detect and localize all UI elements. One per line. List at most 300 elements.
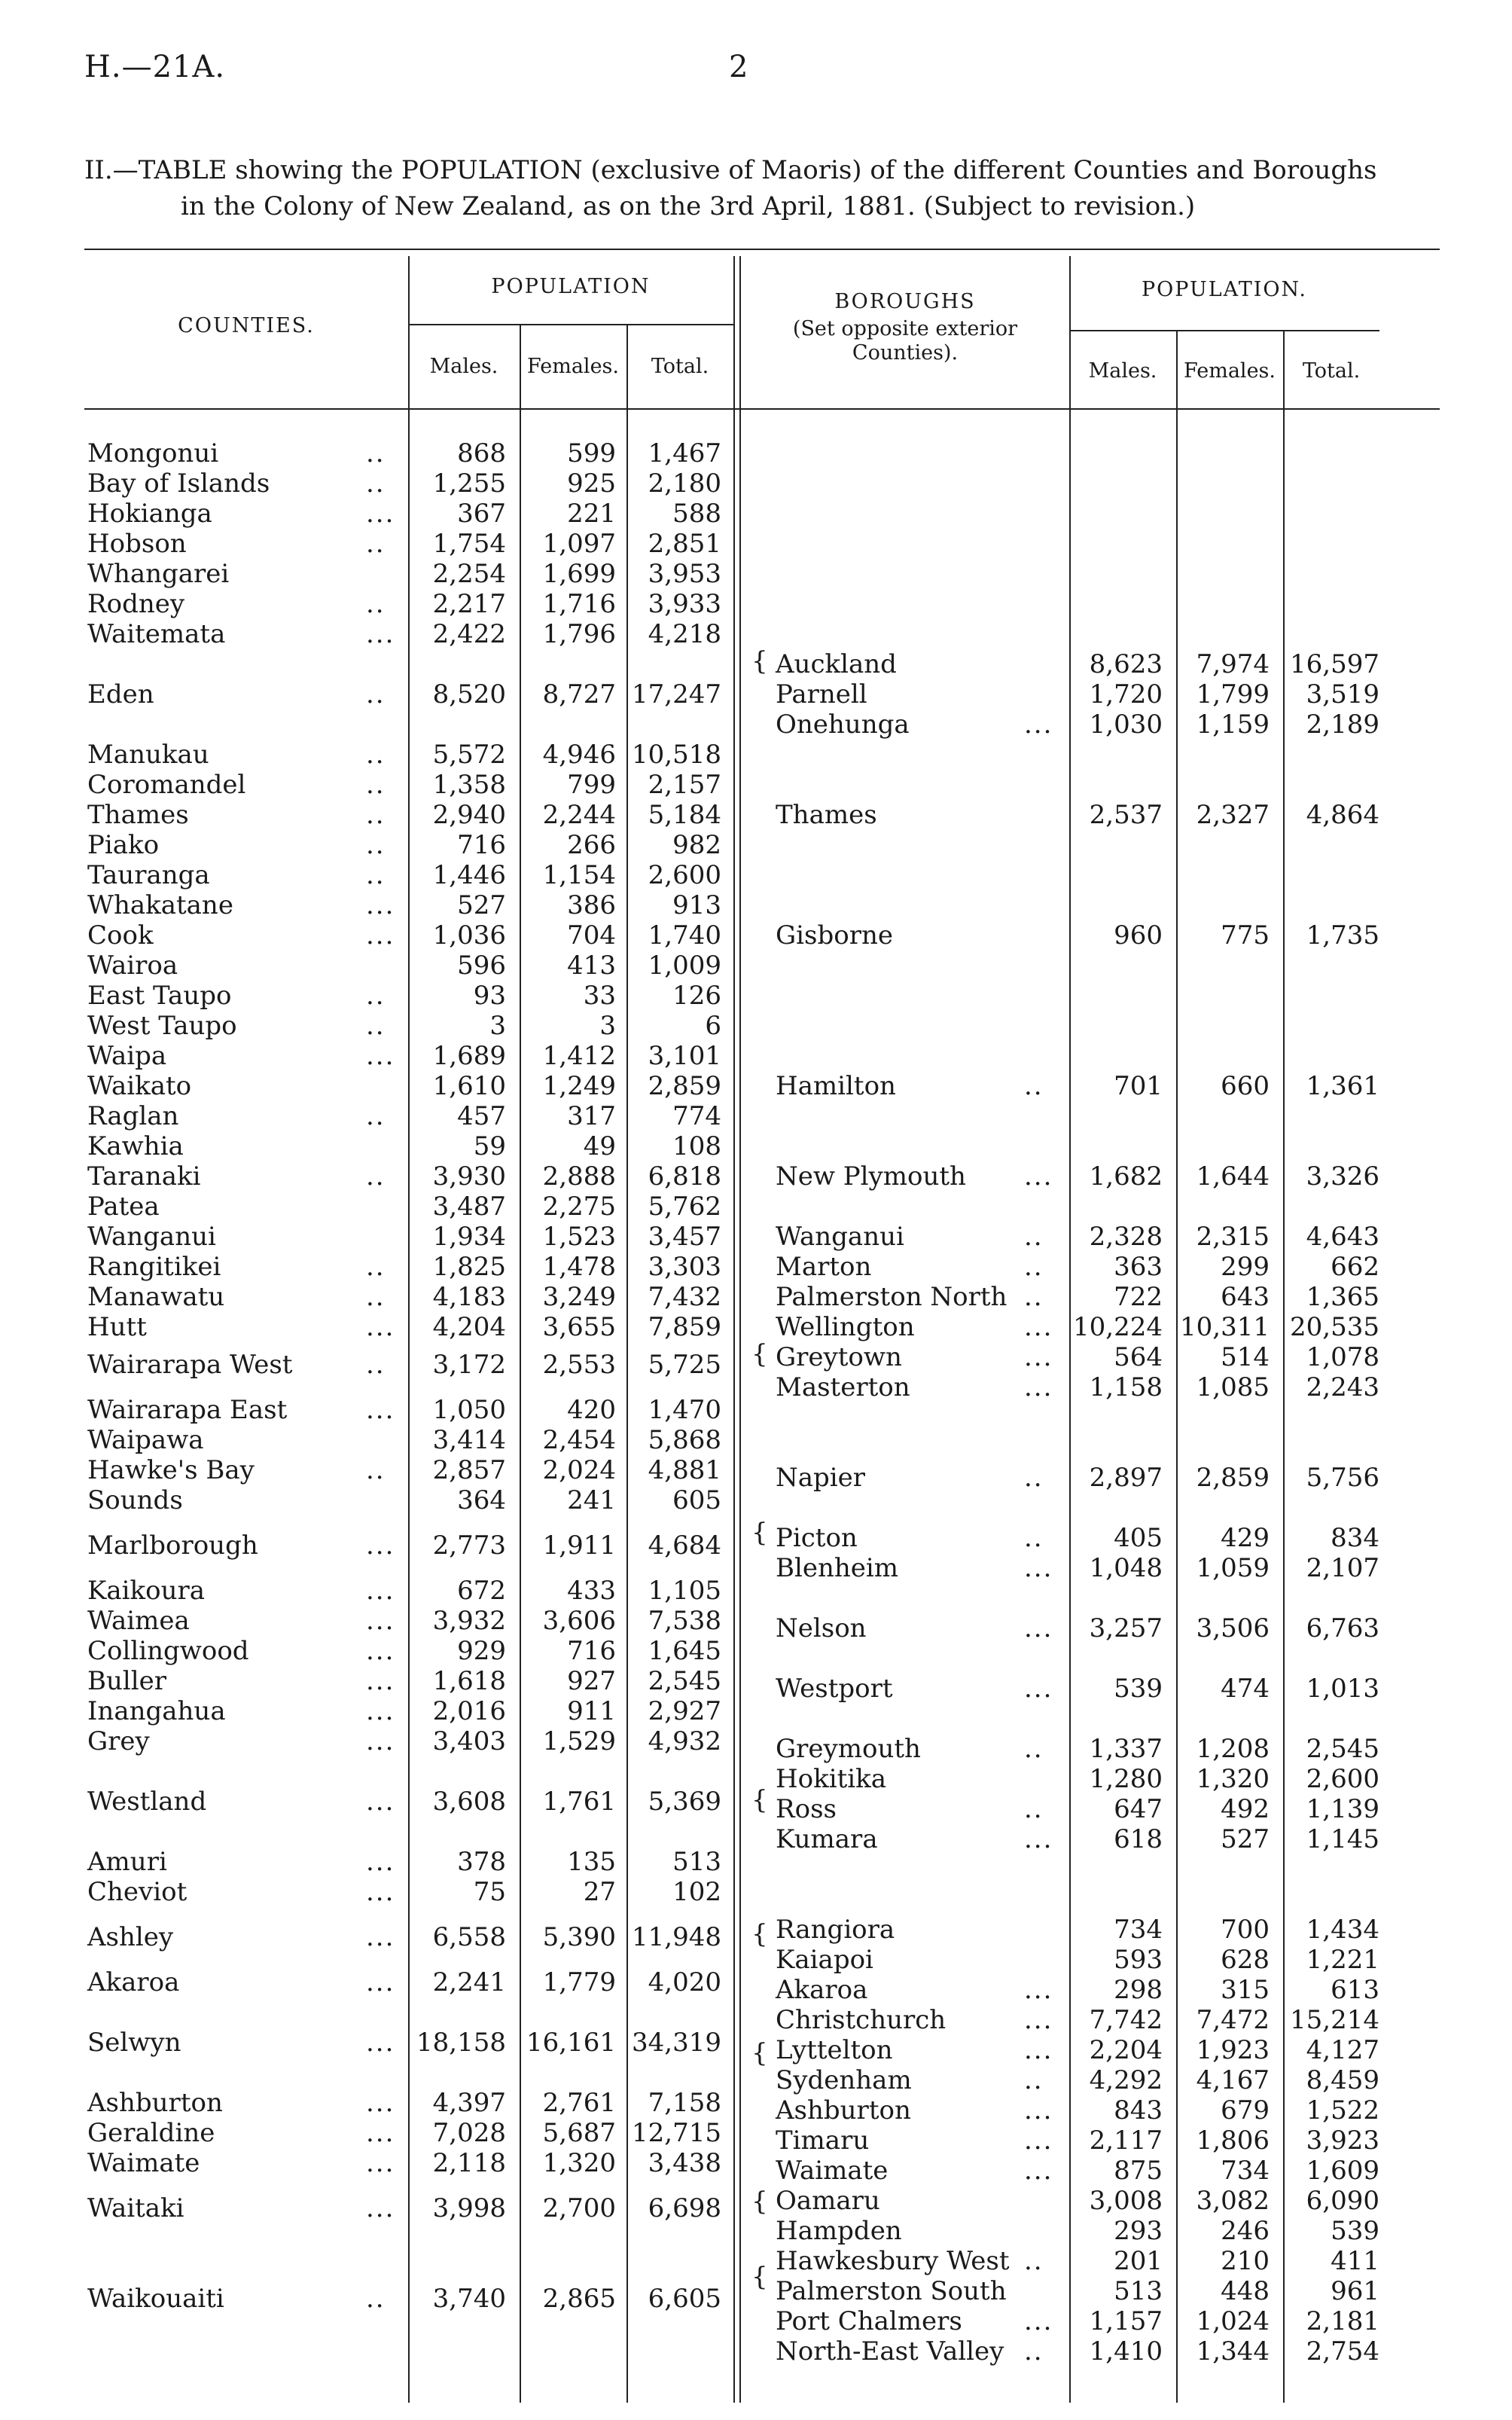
leader-dots: .. [1024,1734,1044,1764]
county-row [0,589,1512,619]
county-row [0,1131,1512,1161]
borough-row [0,2216,1512,2246]
borough-name: New Plymouth [776,1161,966,1192]
county-name: Mongonui [87,438,219,468]
borough-males: 618 [1114,1824,1163,1854]
leader-dots: .. [366,981,386,1011]
borough-row [0,2005,1512,2035]
county-females: 135 [567,1847,616,1877]
table-top-rule [84,249,1440,250]
county-males: 1,446 [432,860,506,890]
county-total: 6,818 [648,1161,721,1192]
borough-males: 405 [1114,1523,1163,1553]
borough-name: Kumara [776,1824,878,1854]
county-males: 2,857 [432,1455,506,1485]
county-females: 3,655 [542,1312,616,1342]
county-name: Collingwood [87,1636,249,1666]
borough-row [0,1282,1512,1312]
leader-dots: .. [366,1350,386,1380]
county-name: Waikato [87,1071,192,1101]
county-name: Tauranga [87,860,210,890]
county-total: 2,180 [648,468,721,499]
county-males: 1,754 [432,529,506,559]
county-females: 8,727 [542,679,616,710]
borough-males: 539 [1114,1674,1163,1704]
county-name: Geraldine [87,2118,215,2148]
county-males: 364 [457,1485,506,1515]
borough-total: 1,078 [1306,1342,1379,1372]
county-females: 2,700 [542,2193,616,2223]
county-total: 102 [672,1877,721,1907]
males-heading-left: Males. [429,355,498,378]
county-total: 1,645 [648,1636,721,1666]
borough-males: 960 [1114,920,1163,951]
county-row [0,1425,1512,1455]
borough-row [0,1312,1512,1342]
county-row [0,770,1512,800]
leader-dots: ... [1024,1975,1053,2005]
leader-dots: .. [1024,2246,1044,2276]
leader-dots: .. [366,770,386,800]
brace-icon: { [751,1919,768,1949]
borough-total: 3,326 [1306,1161,1379,1192]
county-males: 1,036 [432,920,506,951]
leader-dots: ... [1024,1161,1053,1192]
leader-dots: ... [366,1922,395,1952]
leader-dots: ... [1024,1553,1053,1583]
borough-females: 246 [1221,2216,1270,2246]
borough-total: 2,754 [1306,2336,1379,2367]
borough-row [0,2095,1512,2126]
county-name: Inangahua [87,1696,226,1726]
borough-females: 10,311 [1180,1312,1270,1342]
borough-females: 1,799 [1196,679,1270,710]
county-name: Waipa [87,1041,167,1071]
borough-females: 734 [1221,2156,1270,2186]
county-males: 1,934 [432,1222,506,1252]
borough-males: 647 [1114,1794,1163,1824]
title-line-1: II.—TABLE showing the POPULATION (exclusive of Maoris) of the different Counties and Boroughs [84,155,1377,185]
borough-males: 201 [1114,2246,1163,2276]
county-females: 1,779 [542,1967,616,1997]
borough-name: Lyttelton [776,2035,893,2065]
header-bottom-rule [84,408,1440,410]
borough-total: 2,107 [1306,1553,1379,1583]
county-males: 2,254 [432,559,506,589]
leader-dots: .. [1024,1222,1044,1252]
leader-dots: .. [366,2284,386,2314]
leader-dots: .. [366,679,386,710]
county-total: 2,851 [648,529,721,559]
leader-dots: ... [366,1696,395,1726]
county-total: 7,158 [648,2088,721,2118]
county-row [0,1192,1512,1222]
borough-males: 4,292 [1089,2065,1163,2095]
borough-name: Wellington [776,1312,915,1342]
borough-males: 1,280 [1089,1764,1163,1794]
borough-row [0,1975,1512,2005]
county-females: 2,865 [542,2284,616,2314]
leader-dots: .. [366,830,386,860]
borough-name: Wanganui [776,1222,904,1252]
borough-name: Timaru [776,2126,870,2156]
county-males: 2,217 [432,589,506,619]
county-females: 2,553 [542,1350,616,1380]
county-name: Bay of Islands [87,468,270,499]
borough-males: 843 [1114,2095,1163,2126]
county-total: 7,432 [648,1282,721,1312]
borough-males: 3,008 [1089,2186,1163,2216]
leader-dots: .. [1024,1282,1044,1312]
leader-dots: .. [1024,1463,1044,1493]
leader-dots: .. [366,1161,386,1192]
county-name: Waikouaiti [87,2284,224,2314]
county-name: Kawhia [87,1131,184,1161]
borough-name: Picton [776,1523,858,1553]
table-title [84,152,1440,224]
county-total: 605 [672,1485,721,1515]
borough-name: Ashburton [776,2095,911,2126]
borough-row [0,1734,1512,1764]
borough-total: 1,609 [1306,2156,1379,2186]
borough-name: Nelson [776,1613,867,1643]
borough-females: 700 [1221,1915,1270,1945]
borough-total: 4,643 [1306,1222,1379,1252]
county-total: 1,740 [648,920,721,951]
county-total: 3,457 [648,1222,721,1252]
county-females: 1,796 [542,619,616,649]
county-total: 3,953 [648,559,721,589]
county-name: Ashley [87,1922,174,1952]
county-males: 596 [457,951,506,981]
county-name: Waimate [87,2148,200,2178]
leader-dots: .. [366,1282,386,1312]
county-name: Westland [87,1787,207,1817]
county-name: Grey [87,1726,150,1756]
county-males: 1,689 [432,1041,506,1071]
county-row [0,1011,1512,1041]
borough-total: 3,519 [1306,679,1379,710]
county-females: 2,244 [542,800,616,830]
borough-row [0,1252,1512,1282]
borough-name: Onehunga [776,710,910,740]
borough-name: Gisborne [776,920,893,951]
county-total: 3,933 [648,589,721,619]
county-females: 49 [583,1131,616,1161]
borough-row [0,1463,1512,1493]
county-females: 420 [567,1395,616,1425]
county-name: Piako [87,830,160,860]
county-name: Hawke's Bay [87,1455,255,1485]
borough-males: 363 [1114,1252,1163,1282]
borough-total: 2,181 [1306,2306,1379,2336]
leader-dots: .. [366,589,386,619]
borough-name: Palmerston South [776,2276,1007,2306]
borough-males: 2,328 [1089,1222,1163,1252]
county-total: 1,105 [648,1576,721,1606]
borough-name: Napier [776,1463,866,1493]
county-row [0,529,1512,559]
leader-dots: ... [366,1666,395,1696]
county-females: 925 [567,468,616,499]
borough-name: Ross [776,1794,837,1824]
borough-females: 1,059 [1196,1553,1270,1583]
county-females: 413 [567,951,616,981]
county-name: Selwyn [87,2028,181,2058]
leader-dots: ... [1024,2126,1053,2156]
borough-females: 2,315 [1196,1222,1270,1252]
borough-females: 448 [1221,2276,1270,2306]
borough-row [0,1372,1512,1402]
borough-females: 775 [1221,920,1270,951]
borough-row [0,1071,1512,1101]
county-row [0,438,1512,468]
population-sub-rule-left [408,324,733,325]
brace-icon: { [751,1339,768,1369]
county-males: 1,618 [432,1666,506,1696]
county-total: 982 [672,830,721,860]
total-heading-right: Total. [1302,359,1361,383]
borough-name: Christchurch [776,2005,947,2035]
borough-total: 1,013 [1306,1674,1379,1704]
county-total: 2,600 [648,860,721,890]
county-males: 3,403 [432,1726,506,1756]
county-females: 911 [567,1696,616,1726]
borough-males: 293 [1114,2216,1163,2246]
borough-females: 1,344 [1196,2336,1270,2367]
county-name: Patea [87,1192,160,1222]
county-males: 6,558 [432,1922,506,1952]
borough-total: 1,522 [1306,2095,1379,2126]
county-females: 1,097 [542,529,616,559]
borough-males: 2,897 [1089,1463,1163,1493]
borough-total: 6,090 [1306,2186,1379,2216]
county-total: 7,538 [648,1606,721,1636]
county-name: Manukau [87,740,209,770]
county-name: Wanganui [87,1222,216,1252]
county-total: 1,009 [648,951,721,981]
leader-dots: ... [366,1041,395,1071]
county-males: 3,172 [432,1350,506,1380]
borough-females: 210 [1221,2246,1270,2276]
county-name: Taranaki [87,1161,201,1192]
borough-total: 613 [1331,1975,1379,2005]
borough-name: Waimate [776,2156,889,2186]
borough-row [0,2336,1512,2367]
borough-females: 474 [1221,1674,1270,1704]
leader-dots: ... [366,1847,395,1877]
leader-dots: ... [366,2088,395,2118]
leader-dots: .. [366,860,386,890]
borough-total: 2,545 [1306,1734,1379,1764]
county-males: 2,773 [432,1530,506,1561]
borough-females: 1,085 [1196,1372,1270,1402]
borough-total: 4,127 [1306,2035,1379,2065]
leader-dots: ... [1024,1613,1053,1643]
borough-name: Port Chalmers [776,2306,962,2336]
borough-name: Parnell [776,679,867,710]
borough-name: Marton [776,1252,872,1282]
boroughs-heading: BOROUGHS [834,290,976,313]
borough-total: 15,214 [1290,2005,1379,2035]
leader-dots: ... [1024,2005,1053,2035]
borough-row [0,1824,1512,1854]
county-females: 1,529 [542,1726,616,1756]
county-males: 75 [473,1877,506,1907]
borough-females: 315 [1221,1975,1270,2005]
county-row [0,468,1512,499]
leader-dots: ... [366,619,395,649]
borough-males: 2,537 [1089,800,1163,830]
borough-total: 411 [1331,2246,1379,2276]
county-total: 3,303 [648,1252,721,1282]
county-males: 3 [489,1011,506,1041]
borough-name: Hokitika [776,1764,887,1794]
total-heading-left: Total. [651,355,709,378]
county-females: 5,687 [542,2118,616,2148]
county-females: 4,946 [542,740,616,770]
borough-name: Westport [776,1674,893,1704]
county-name: West Taupo [87,1011,237,1041]
borough-total: 834 [1331,1523,1379,1553]
leader-dots: ... [1024,2095,1053,2126]
leader-dots: ... [366,2193,395,2223]
county-females: 927 [567,1666,616,1696]
borough-total: 1,139 [1306,1794,1379,1824]
borough-name: Oamaru [776,2186,880,2216]
leader-dots: .. [366,740,386,770]
county-males: 93 [473,981,506,1011]
county-females: 5,390 [542,1922,616,1952]
borough-females: 1,644 [1196,1161,1270,1192]
county-females: 3 [599,1011,616,1041]
borough-males: 734 [1114,1915,1163,1945]
leader-dots: ... [366,1636,395,1666]
borough-total: 16,597 [1290,649,1379,679]
leader-dots: ... [366,1967,395,1997]
county-name: Coromandel [87,770,246,800]
leader-dots: .. [1024,2065,1044,2095]
county-males: 8,520 [432,679,506,710]
leader-dots: ... [366,1312,395,1342]
leader-dots: .. [366,529,386,559]
borough-row [0,2126,1512,2156]
borough-females: 2,859 [1196,1463,1270,1493]
leader-dots: ... [1024,1372,1053,1402]
county-total: 1,467 [648,438,721,468]
county-row [0,1041,1512,1071]
borough-females: 7,472 [1196,2005,1270,2035]
brace-icon: { [751,1518,768,1548]
borough-name: Blenheim [776,1553,899,1583]
leader-dots: .. [1024,1071,1044,1101]
county-males: 378 [457,1847,506,1877]
borough-females: 3,506 [1196,1613,1270,1643]
borough-total: 5,756 [1306,1463,1379,1493]
county-females: 27 [583,1877,616,1907]
county-name: Eden [87,679,154,710]
county-males: 929 [457,1636,506,1666]
county-total: 4,684 [648,1530,721,1561]
borough-males: 1,720 [1089,679,1163,710]
county-females: 1,699 [542,559,616,589]
brace-icon: { [751,2038,768,2068]
county-males: 2,422 [432,619,506,649]
county-females: 1,911 [542,1530,616,1561]
county-row [0,499,1512,529]
county-females: 1,154 [542,860,616,890]
leader-dots: .. [366,1101,386,1131]
leader-dots: ... [366,1576,395,1606]
county-row [0,1101,1512,1131]
leader-dots: .. [1024,1252,1044,1282]
leader-dots: .. [366,1252,386,1282]
borough-row [0,1945,1512,1975]
leader-dots: ... [1024,2035,1053,2065]
borough-name: Rangiora [776,1915,895,1945]
county-males: 1,050 [432,1395,506,1425]
county-total: 1,470 [648,1395,721,1425]
leader-dots: ... [1024,1824,1053,1854]
borough-females: 628 [1221,1945,1270,1975]
county-total: 5,184 [648,800,721,830]
county-males: 7,028 [432,2118,506,2148]
borough-total: 8,459 [1306,2065,1379,2095]
brace-icon: { [751,1785,768,1815]
borough-females: 1,024 [1196,2306,1270,2336]
county-males: 5,572 [432,740,506,770]
county-females: 33 [583,981,616,1011]
county-males: 716 [457,830,506,860]
county-row [0,559,1512,589]
county-total: 4,020 [648,1967,721,1997]
boroughs-note-2: Counties). [852,341,959,365]
borough-males: 10,224 [1073,1312,1163,1342]
males-heading-right: Males. [1088,359,1157,383]
borough-name: Hamilton [776,1071,896,1101]
borough-males: 1,410 [1089,2336,1163,2367]
title-line-2: in the Colony of New Zealand, as on the 3rd April, 1881. (Subject to revision.) [181,191,1196,221]
borough-row [0,1613,1512,1643]
county-name: Sounds [87,1485,183,1515]
county-total: 34,319 [632,2028,721,2058]
county-total: 12,715 [632,2118,721,2148]
county-males: 4,183 [432,1282,506,1312]
county-females: 716 [567,1636,616,1666]
leader-dots: ... [366,2118,395,2148]
borough-total: 2,243 [1306,1372,1379,1402]
county-name: Rangitikei [87,1252,221,1282]
borough-females: 2,327 [1196,800,1270,830]
county-total: 10,518 [632,740,721,770]
county-males: 3,930 [432,1161,506,1192]
borough-males: 722 [1114,1282,1163,1312]
county-total: 5,725 [648,1350,721,1380]
borough-total: 1,735 [1306,920,1379,951]
borough-females: 1,806 [1196,2126,1270,2156]
page-number: 2 [729,50,748,84]
leader-dots: .. [366,1011,386,1041]
county-females: 799 [567,770,616,800]
county-females: 704 [567,920,616,951]
borough-males: 1,048 [1089,1553,1163,1583]
borough-total: 2,189 [1306,710,1379,740]
counties-heading: COUNTIES. [178,314,315,337]
borough-name: Palmerston North [776,1282,1007,1312]
borough-total: 1,361 [1306,1071,1379,1101]
county-males: 2,016 [432,1696,506,1726]
leader-dots: ... [366,1877,395,1907]
